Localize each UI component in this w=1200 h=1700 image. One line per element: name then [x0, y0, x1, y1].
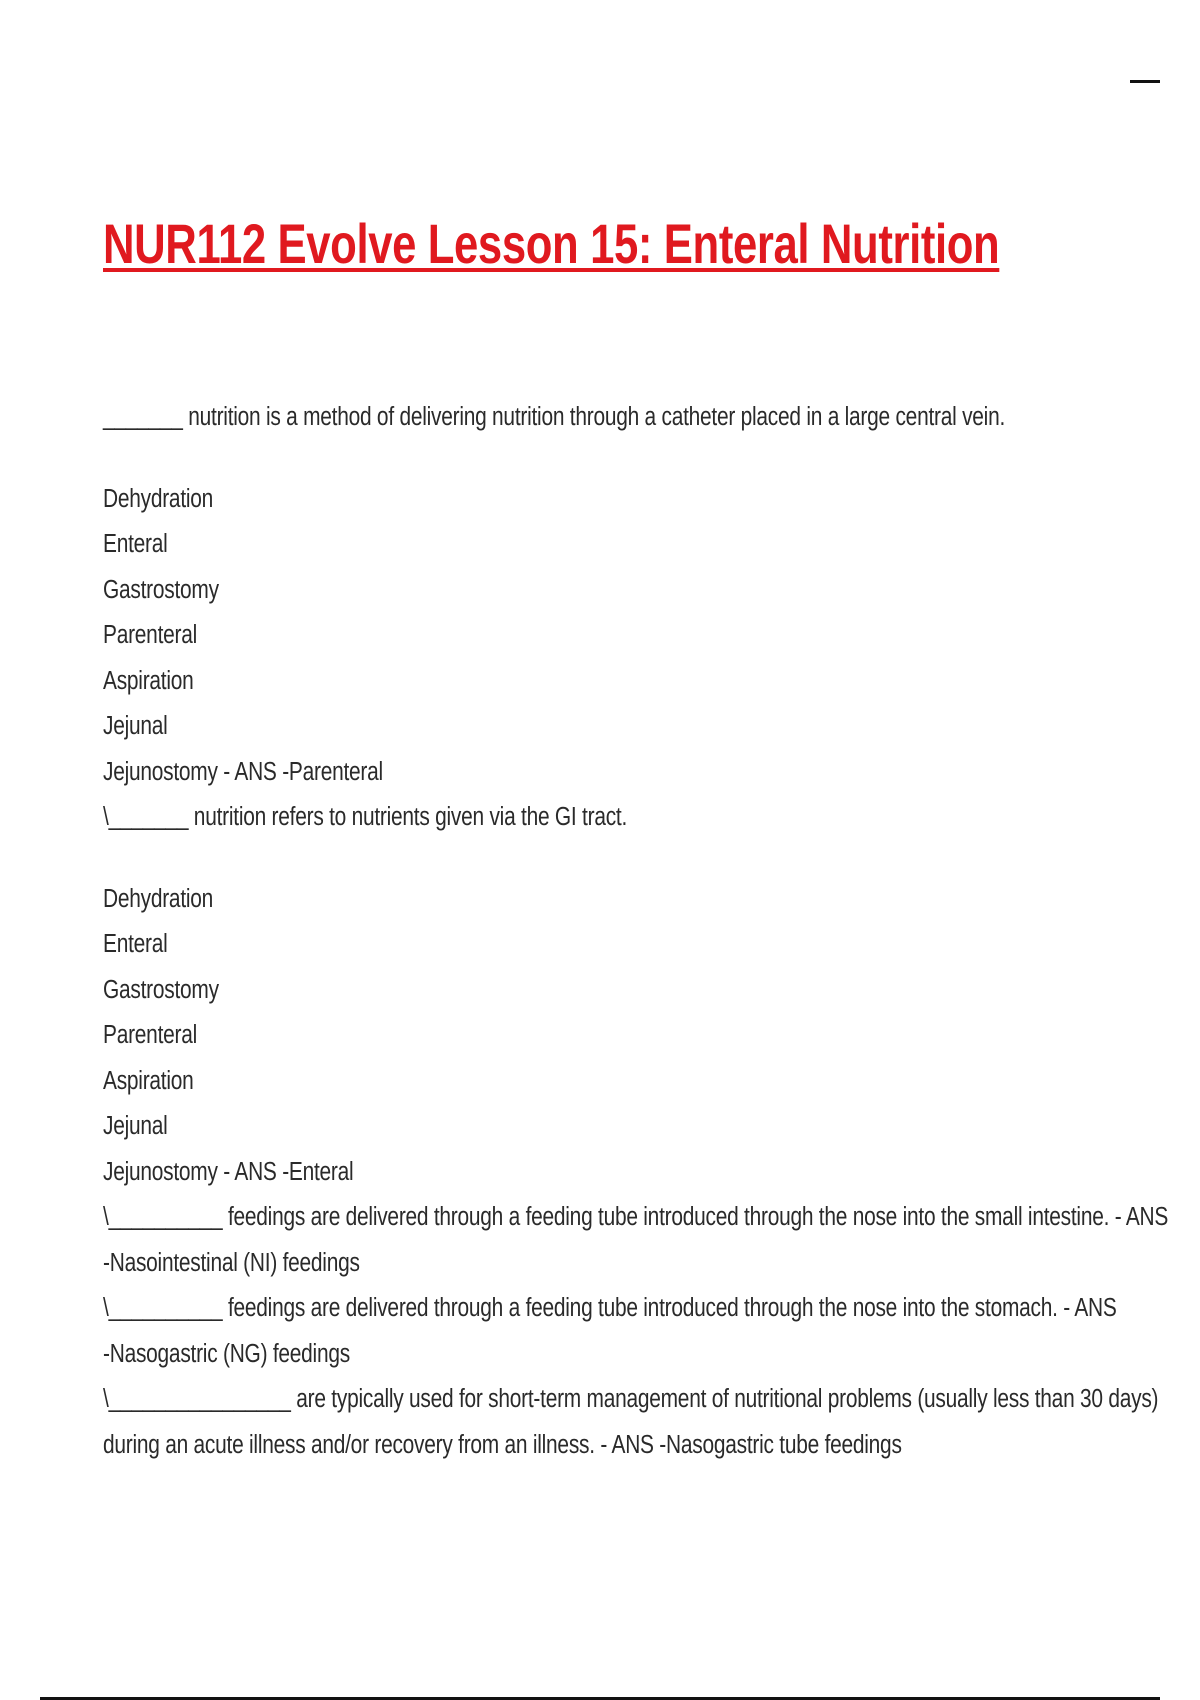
statement-3-line-1: \________________ are typically used for short-term management of nutritional problems (usually less than 30 days) — [103, 1385, 1159, 1413]
header-dash — [1130, 80, 1160, 83]
statement-2-line-1: \__________ feedings are delivered through a feeding tube introduced through the nose into the stomach. - ANS — [103, 1294, 1117, 1322]
question-1-option: Parenteral — [103, 621, 198, 649]
statement-3-line-2: during an acute illness and/or recovery from an illness. - ANS -Nasogastric tube feedings — [103, 1430, 902, 1459]
question-2-option: Dehydration — [103, 884, 214, 913]
question-1-answer: Jejunostomy - ANS -Parenteral — [103, 757, 383, 786]
statement-1-line-2: -Nasointestinal (NI) feedings — [103, 1248, 360, 1277]
question-1-prompt: _______ nutrition is a method of delivering nutrition through a catheter placed in a large central vein. — [103, 403, 1006, 431]
question-2-answer: Jejunostomy - ANS -Enteral — [103, 1157, 354, 1186]
spacer — [103, 841, 1163, 877]
question-2-option: Enteral — [103, 930, 168, 958]
question-1-option: Enteral — [103, 530, 168, 558]
question-2-option: Jejunal — [103, 1112, 168, 1140]
question-1-option: Jejunal — [103, 712, 168, 740]
statement-2-line-2: -Nasogastric (NG) feedings — [103, 1339, 350, 1368]
question-2-option: Parenteral — [103, 1021, 198, 1049]
question-2-prompt: \_______ nutrition refers to nutrients given via the GI tract. — [103, 803, 628, 831]
spacer — [103, 441, 1163, 477]
document-title: NUR112 Evolve Lesson 15: Enteral Nutrition — [103, 212, 1000, 275]
question-2-option: Gastrostomy — [103, 975, 219, 1004]
question-1-option: Aspiration — [103, 666, 194, 695]
statement-1-line-1: \__________ feedings are delivered through a feeding tube introduced through the nose into the small intestine. - ANS — [103, 1203, 1169, 1231]
question-1-option: Dehydration — [103, 484, 214, 513]
document-body — [103, 395, 1169, 1468]
question-2-option: Aspiration — [103, 1066, 194, 1095]
question-1-option: Gastrostomy — [103, 575, 219, 604]
